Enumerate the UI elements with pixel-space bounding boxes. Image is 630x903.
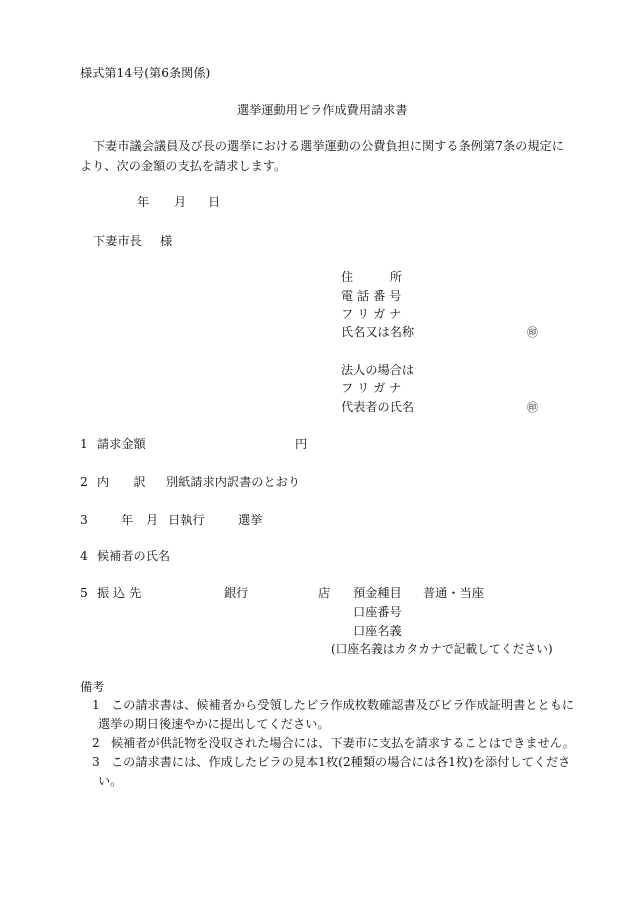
remark-3-line-1: この請求書には、作成したビラの見本1枚(2種類の場合には各1枚)を添付してくださ	[111, 755, 571, 769]
item-election-day: 日執行	[168, 513, 205, 527]
deposit-type-label: 預金種目	[353, 586, 402, 600]
item-candidate-label: 候補者の氏名	[97, 549, 171, 563]
item-breakdown-label: 内 訳	[97, 475, 146, 489]
date-month: 月	[174, 195, 187, 209]
item-election-name: 選挙	[238, 513, 263, 527]
item-4-number: 4	[80, 549, 88, 563]
remark-3-line-2: い。	[98, 774, 123, 788]
item-election-month: 月	[146, 513, 159, 527]
item-2-number: 2	[80, 475, 88, 489]
form-number: 様式第14号(第6条関係)	[80, 66, 211, 80]
remark-1-line-2: 選挙の期日後速やかに提出してください。	[98, 717, 330, 731]
addressee-honorific: 様	[160, 234, 173, 248]
addressee-name: 下妻市長	[93, 234, 142, 248]
remark-2-line-1: 候補者が供託物を没収された場合には、下妻市に支払を請求することはできません。	[111, 736, 575, 750]
account-name-note: (口座名義はカタカナで記載してください)	[331, 642, 553, 656]
corporation-furigana-label: フ リ ガ ナ	[341, 381, 402, 395]
claimant-furigana-label: フ リ ガ ナ	[341, 307, 402, 321]
claimant-phone-label: 電 話 番 号	[341, 289, 402, 303]
item-3-number: 3	[80, 513, 88, 527]
seal-mark-icon: ㊞	[527, 326, 538, 339]
remark-2-number: 2	[92, 736, 100, 750]
seal-mark-icon: ㊞	[527, 401, 538, 414]
item-amount-unit: 円	[295, 437, 308, 451]
claimant-name-label: 氏名又は名称	[341, 325, 415, 339]
item-transfer-branch: 店	[318, 586, 331, 600]
corporation-rep-name-label: 代表者の氏名	[341, 400, 415, 414]
item-transfer-label: 振 込 先	[97, 586, 142, 600]
item-1-number: 1	[80, 437, 88, 451]
intro-line-1: 下妻市議会議員及び長の選挙における選挙運動の公費負担に関する条例第7条の規定に	[93, 139, 564, 153]
account-number-label: 口座番号	[353, 605, 402, 619]
deposit-type-value: 普通・当座	[423, 586, 484, 600]
item-election-year: 年	[121, 513, 134, 527]
remark-1-line-1: この請求書は、候補者から受領したビラ作成枚数確認書及びビラ作成証明書とともに	[111, 698, 575, 712]
item-transfer-bank: 銀行	[224, 586, 249, 600]
remark-3-number: 3	[92, 755, 100, 769]
date-day: 日	[208, 195, 221, 209]
remarks-header: 備考	[80, 680, 105, 694]
remark-1-number: 1	[92, 698, 100, 712]
item-breakdown-value: 別紙請求内訳書のとおり	[166, 475, 301, 489]
claimant-address-label: 住 所	[341, 270, 402, 284]
item-amount-label: 請求金額	[97, 437, 146, 451]
intro-line-2: より、次の金額の支払を請求します。	[80, 159, 287, 173]
date-year: 年	[137, 195, 150, 209]
account-name-label: 口座名義	[353, 624, 402, 638]
document-title: 選挙運動用ビラ作成費用請求書	[237, 103, 408, 117]
item-5-number: 5	[80, 586, 88, 600]
corporation-header: 法人の場合は	[341, 363, 415, 377]
